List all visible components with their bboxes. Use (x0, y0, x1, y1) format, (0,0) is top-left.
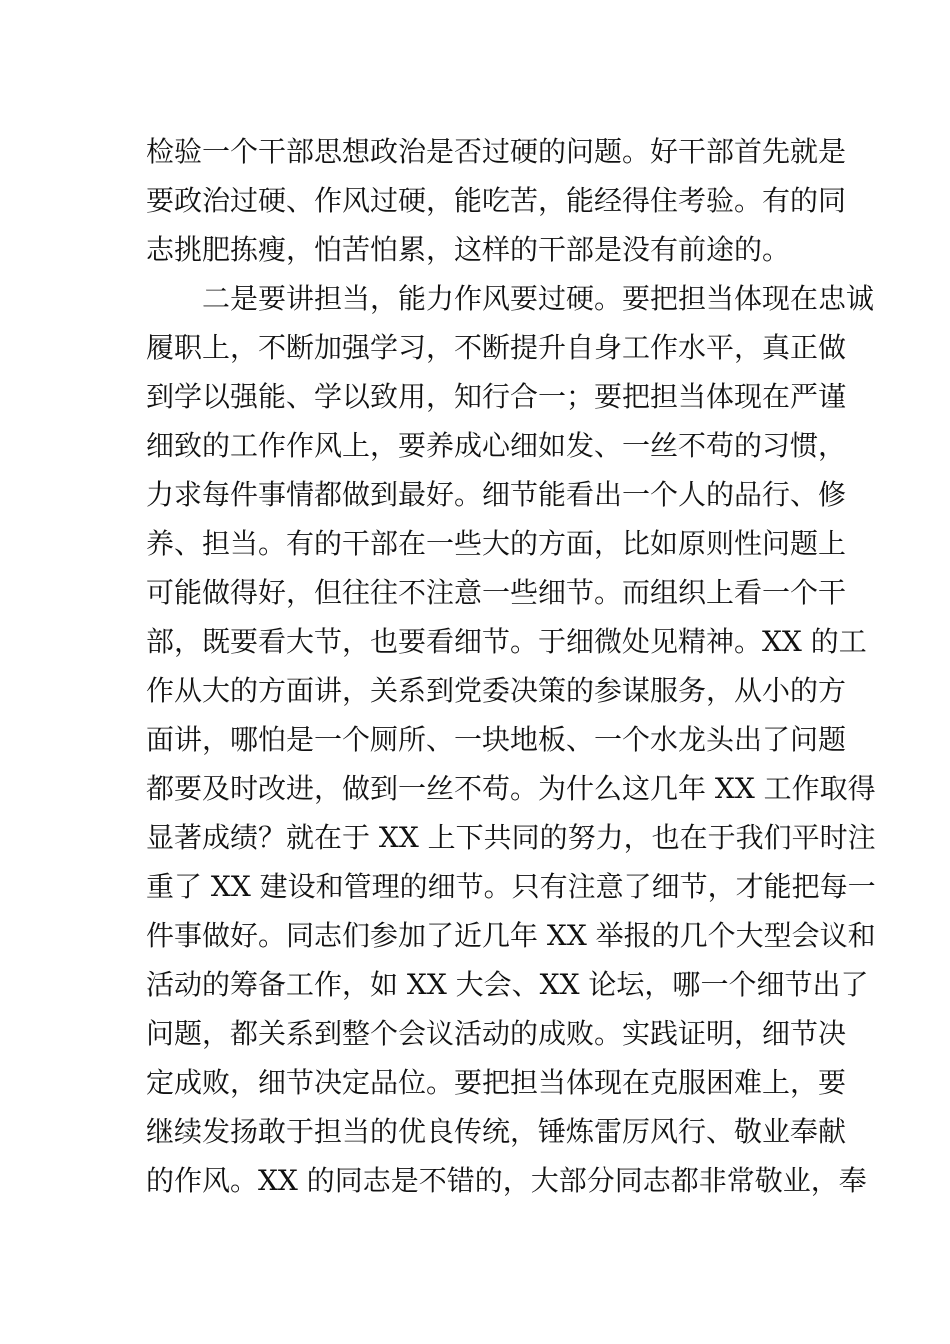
text-line: 养、担当。有的干部在一些大的方面，比如原则性问题上 (146, 527, 847, 560)
text-line: 件事做好。同志们参加了近几年 XX 举报的几个大型会议和 (146, 919, 876, 952)
text-line: 力求每件事情都做到最好。细节能看出一个人的品行、修 (146, 478, 847, 511)
text-line: 到学以强能、学以致用，知行合一；要把担当体现在严谨 (146, 380, 847, 413)
text-line: 继续发扬敢于担当的优良传统，锤炼雷厉风行、敬业奉献 (146, 1115, 847, 1148)
text-line: 重了 XX 建设和管理的细节。只有注意了细节，才能把每一 (146, 870, 876, 903)
text-line: 志挑肥拣瘦，怕苦怕累，这样的干部是没有前途的。 (146, 233, 791, 266)
text-line: 的作风。XX 的同志是不错的，大部分同志都非常敬业，奉 (146, 1164, 867, 1197)
text-line: 定成败，细节决定品位。要把担当体现在克服困难上，要 (146, 1066, 847, 1099)
paragraph-start-line: 二是要讲担当，能力作风要过硬。要把担当体现在忠诚 (146, 282, 875, 315)
text-line: 检验一个干部思想政治是否过硬的问题。好干部首先就是 (146, 135, 847, 168)
text-line: 问题，都关系到整个会议活动的成败。实践证明，细节决 (146, 1017, 847, 1050)
text-line: 显著成绩？就在于 XX 上下共同的努力，也在于我们平时注 (146, 821, 876, 854)
text-line: 活动的筹备工作，如 XX 大会、XX 论坛，哪一个细节出了 (146, 968, 869, 1001)
text-line: 可能做得好，但往往不注意一些细节。而组织上看一个干 (146, 576, 847, 609)
text-line: 作从大的方面讲，关系到党委决策的参谋服务，从小的方 (146, 674, 847, 707)
text-line: 部，既要看大节，也要看细节。于细微处见精神。XX 的工 (146, 625, 867, 658)
text-line: 细致的工作作风上，要养成心细如发、一丝不苟的习惯， (146, 429, 847, 462)
text-line: 面讲，哪怕是一个厕所、一块地板、一个水龙头出了问题 (146, 723, 847, 756)
body-text (146, 127, 876, 1205)
text-line: 要政治过硬、作风过硬，能吃苦，能经得住考验。有的同 (146, 184, 847, 217)
text-line: 都要及时改进，做到一丝不苟。为什么这几年 XX 工作取得 (146, 772, 876, 805)
text-line: 履职上，不断加强学习，不断提升自身工作水平，真正做 (146, 331, 847, 364)
